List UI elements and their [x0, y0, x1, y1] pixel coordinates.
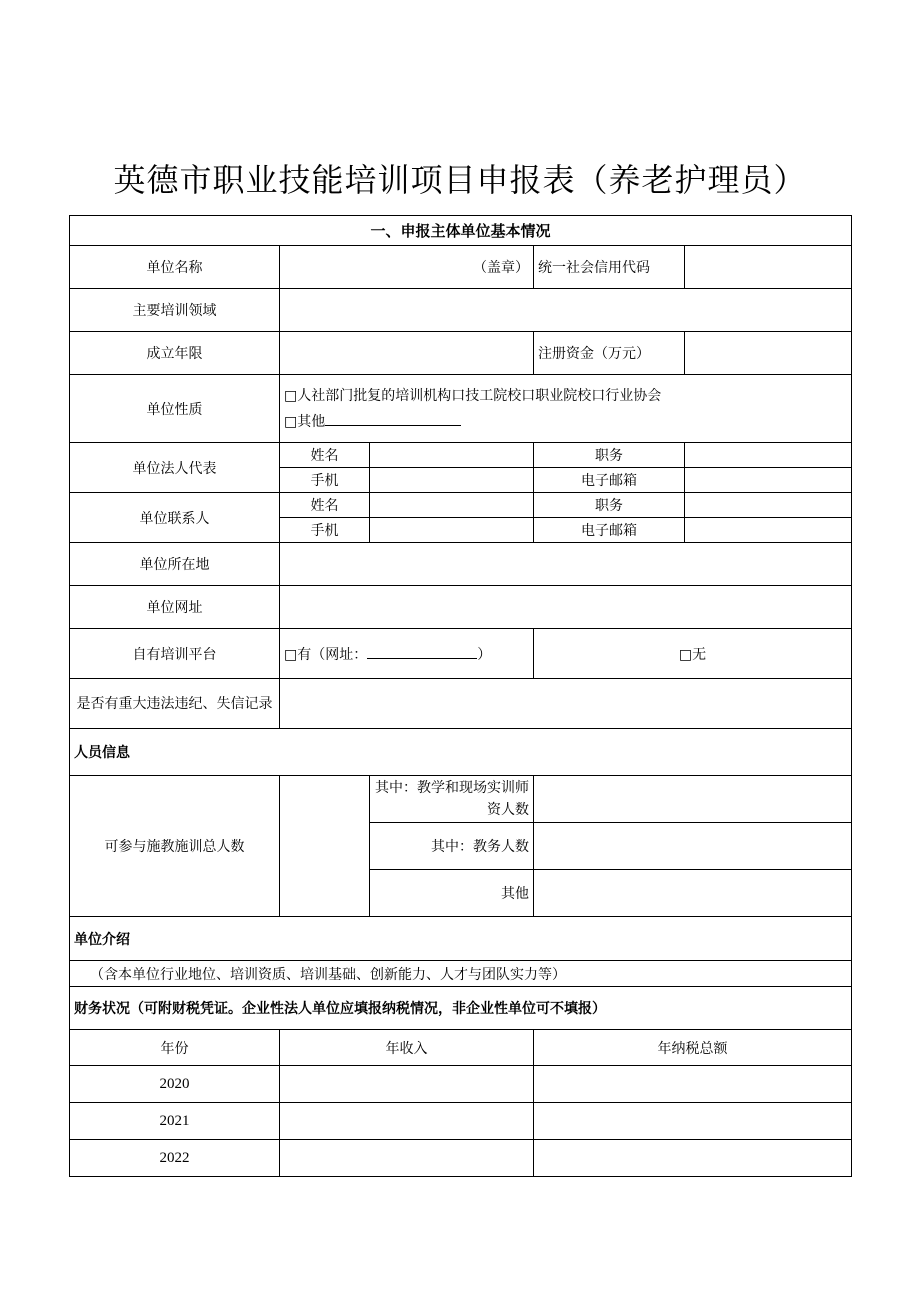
org-nature-options[interactable]	[280, 375, 852, 443]
violation-field[interactable]	[280, 679, 852, 729]
credit-code-label: 统一社会信用代码	[534, 246, 685, 289]
org-nature-options-line[interactable]: □人社部门批复的培训机构口技工院校口职业院校口行业协会	[284, 387, 662, 404]
legal-rep-phone-field[interactable]	[370, 468, 534, 493]
contact-name-label: 姓名	[280, 493, 370, 518]
finance-tax-field[interactable]	[534, 1103, 852, 1140]
platform-url-blank[interactable]	[367, 658, 477, 659]
website-field[interactable]	[280, 586, 852, 629]
finance-year-cell: 2020	[70, 1066, 280, 1103]
finance-year-cell: 2022	[70, 1140, 280, 1177]
teaching-staff-field[interactable]	[534, 776, 852, 823]
legal-rep-position-label: 职务	[534, 443, 685, 468]
credit-code-field[interactable]	[685, 246, 852, 289]
total-trainers-field[interactable]	[280, 776, 370, 917]
org-intro-note[interactable]: （含本单位行业地位、培训资质、培训基础、创新能力、人才与团队实力等）	[70, 961, 852, 987]
finance-heading: 财务状况（可附财税凭证。企业性法人单位应填报纳税情况，非企业性单位可不填报）	[70, 987, 852, 1030]
address-field[interactable]	[280, 543, 852, 586]
years-established-field[interactable]	[280, 332, 534, 375]
contact-phone-field[interactable]	[370, 518, 534, 543]
registered-capital-field[interactable]	[685, 332, 852, 375]
org-nature-other-blank[interactable]	[325, 425, 461, 426]
platform-no-option[interactable]: □无	[534, 629, 852, 679]
admin-staff-field[interactable]	[534, 823, 852, 870]
finance-income-field[interactable]	[280, 1066, 534, 1103]
seal-note: （盖章）	[473, 260, 529, 276]
contact-position-field[interactable]	[685, 493, 852, 518]
finance-income-field[interactable]	[280, 1103, 534, 1140]
finance-tax-field[interactable]	[534, 1066, 852, 1103]
address-label: 单位所在地	[70, 543, 280, 586]
teaching-staff-label: 其中：教学和现场实训师资人数	[370, 776, 534, 823]
legal-rep-email-label: 电子邮箱	[534, 468, 685, 493]
registered-capital-label: 注册资金（万元）	[534, 332, 685, 375]
org-name-field[interactable]	[280, 246, 534, 289]
legal-rep-name-label: 姓名	[280, 443, 370, 468]
platform-yes-option[interactable]	[280, 629, 534, 679]
org-nature-label: 单位性质	[70, 375, 280, 443]
total-trainers-label: 可参与施教施训总人数	[70, 776, 280, 917]
platform-label: 自有培训平台	[70, 629, 280, 679]
section-basic-info-heading: 一、申报主体单位基本情况	[70, 216, 852, 246]
application-form-table	[69, 215, 852, 1177]
website-label: 单位网址	[70, 586, 280, 629]
contact-label: 单位联系人	[70, 493, 280, 543]
contact-email-label: 电子邮箱	[534, 518, 685, 543]
finance-income-field[interactable]	[280, 1140, 534, 1177]
years-established-label: 成立年限	[70, 332, 280, 375]
contact-email-field[interactable]	[685, 518, 852, 543]
legal-rep-position-field[interactable]	[685, 443, 852, 468]
training-field-input[interactable]	[280, 289, 852, 332]
finance-col-year: 年份	[70, 1030, 280, 1066]
staff-info-heading: 人员信息	[70, 729, 852, 776]
contact-phone-label: 手机	[280, 518, 370, 543]
org-intro-heading: 单位介绍	[70, 917, 852, 961]
legal-rep-name-field[interactable]	[370, 443, 534, 468]
page-title: 英德市职业技能培训项目申报表（养老护理员）	[113, 161, 807, 199]
other-staff-label: 其他	[370, 870, 534, 917]
finance-col-tax: 年纳税总额	[534, 1030, 852, 1066]
finance-col-income: 年收入	[280, 1030, 534, 1066]
org-name-label: 单位名称	[70, 246, 280, 289]
org-nature-other[interactable]: □其他	[284, 413, 326, 430]
legal-rep-phone-label: 手机	[280, 468, 370, 493]
contact-name-field[interactable]	[370, 493, 534, 518]
other-staff-field[interactable]	[534, 870, 852, 917]
legal-rep-email-field[interactable]	[685, 468, 852, 493]
finance-year-cell: 2021	[70, 1103, 280, 1140]
training-field-label: 主要培训领域	[70, 289, 280, 332]
violation-label: 是否有重大违法违纪、失信记录	[70, 679, 280, 729]
admin-staff-label: 其中：教务人数	[370, 823, 534, 870]
platform-yes-checkbox[interactable]: □有（网址：	[284, 646, 368, 663]
finance-tax-field[interactable]	[534, 1140, 852, 1177]
contact-position-label: 职务	[534, 493, 685, 518]
platform-yes-close: ）	[477, 646, 492, 663]
legal-rep-label: 单位法人代表	[70, 443, 280, 493]
